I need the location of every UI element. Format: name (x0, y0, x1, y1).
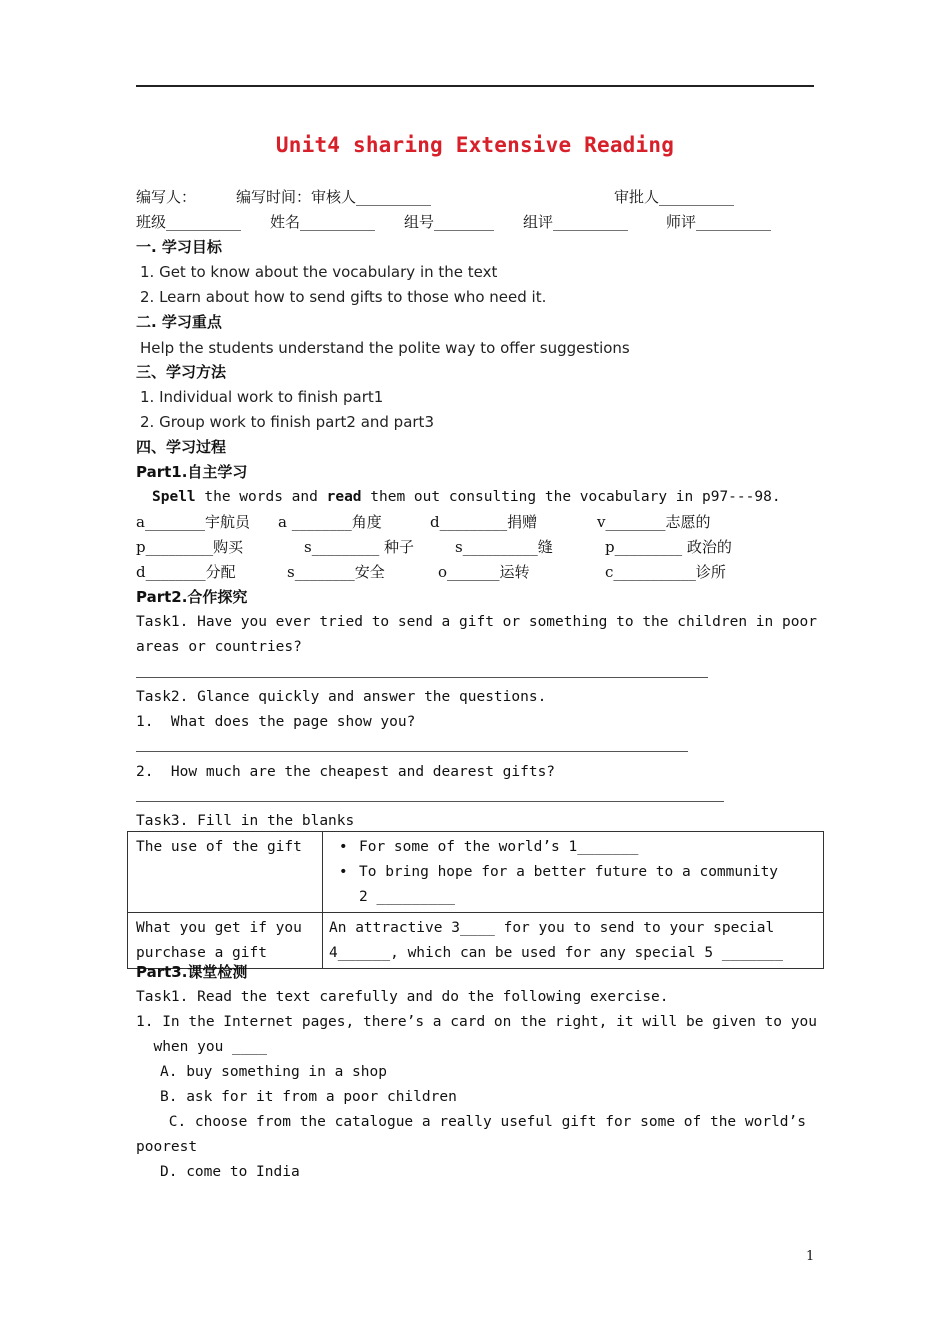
gift-use-bullet-2-line1: To bring hope for a better future to a community (359, 864, 779, 880)
time-reviewer-label: 编写时间：审核人__________ (236, 188, 432, 206)
method-item-1: 1. Individual work to finish part1 (140, 388, 384, 406)
option-a[interactable]: A. buy something in a shop (160, 1064, 387, 1080)
spell-word: Spell (152, 489, 196, 505)
vocab-item: d_________捐赠 (430, 513, 538, 531)
objective-item-1: 1. Get to know about the vocabulary in the text (140, 263, 498, 281)
spell-instruction (152, 487, 781, 507)
vocab-item: c___________诊所 (605, 563, 726, 581)
page-title: Unit4 sharing Extensive Reading (275, 133, 675, 157)
section-process-heading: 四、学习过程 (136, 438, 227, 456)
gift-use-label: The use of the gift (128, 832, 323, 913)
method-item-2: 2. Group work to finish part2 and part3 (140, 413, 434, 431)
answer-line-q2[interactable] (136, 801, 724, 802)
part3-heading: Part3.课堂检测 (136, 963, 248, 981)
gift-use-bullet-2 (331, 860, 815, 910)
vocab-item: s_________ 种子 (304, 538, 414, 556)
gift-use-bullet-2-line2: 2 _________ (359, 889, 456, 905)
option-d[interactable]: D. come to India (160, 1164, 300, 1180)
part3-task1: Task1. Read the text carefully and do the following exercise. (136, 989, 669, 1005)
vocab-item: s________安全 (287, 563, 385, 581)
option-c-line1[interactable]: C. choose from the catalogue a really useful gift for some of the world’s (160, 1114, 807, 1130)
vocab-item: p_________购买 (136, 538, 244, 556)
vocab-item: s__________缝 (455, 538, 553, 556)
part3-question-1-line1: 1. In the Internet pages, there’s a card on the right, it will be given to you (136, 1014, 817, 1030)
spell-end-text: them out consulting the vocabulary in p97---98. (361, 489, 781, 505)
part2-heading: Part2.合作探究 (136, 588, 248, 606)
part2-task1-line1: Task1. Have you ever tried to send a gift or something to the children in poor (136, 614, 817, 630)
read-word: read (326, 489, 362, 505)
approver-label: 审批人__________ (614, 188, 735, 206)
answer-line-task1[interactable] (136, 677, 708, 678)
group-label: 组号________ (404, 213, 495, 231)
part2-task2: Task2. Glance quickly and answer the questions. (136, 689, 547, 705)
purchase-cell-line2: 4______, which can be used for any special 5 _______ (329, 945, 783, 961)
part2-question-1: 1. What does the page show you? (136, 714, 416, 730)
section-method-heading: 三、学习方法 (136, 363, 227, 381)
vocab-item: v________志愿的 (597, 513, 711, 531)
table-row (128, 832, 824, 913)
page-number: 1 (806, 1249, 815, 1264)
vocab-item: o_______运转 (438, 563, 530, 581)
vocab-item: p_________ 政治的 (605, 538, 732, 556)
part2-question-2: 2. How much are the cheapest and dearest gifts? (136, 764, 556, 780)
objective-item-2: 2. Learn about how to send gifts to those who need it. (140, 288, 547, 306)
fill-blanks-table (127, 831, 824, 969)
gift-use-cell (323, 832, 824, 913)
option-c-line2: poorest (136, 1139, 198, 1155)
purchase-label-line2: purchase a gift (136, 945, 267, 961)
part2-task3: Task3. Fill in the blanks (136, 813, 355, 829)
part2-task1-line2: areas or countries? (136, 639, 302, 655)
gift-use-bullet-1: • For some of the world’s 1_______ (331, 835, 815, 860)
option-b[interactable]: B. ask for it from a poor children (160, 1089, 457, 1105)
table-row (128, 913, 824, 969)
purchase-cell (323, 913, 824, 969)
group-eval-label: 组评__________ (523, 213, 629, 231)
spell-mid-text: the words and (195, 489, 327, 505)
class-label: 班级__________ (136, 213, 242, 231)
teacher-eval-label: 师评__________ (666, 213, 772, 231)
answer-line-q1[interactable] (136, 751, 688, 752)
name-label: 姓名__________ (270, 213, 376, 231)
vocab-item: a________宇航员 (136, 513, 250, 531)
vocab-item: d________分配 (136, 563, 236, 581)
focus-text: Help the students understand the polite way to offer suggestions (140, 339, 630, 357)
purchase-cell-line1: An attractive 3____ for you to send to your special (329, 920, 775, 936)
header-rule (136, 85, 814, 87)
purchase-label (128, 913, 323, 969)
section-focus-heading: 二. 学习重点 (136, 313, 222, 331)
section-objectives-heading: 一. 学习目标 (136, 238, 222, 256)
compiler-label: 编写人： (136, 188, 197, 206)
vocab-item: a ________角度 (278, 513, 382, 531)
part1-heading: Part1.自主学习 (136, 463, 248, 481)
purchase-label-line1: What you get if you (136, 920, 302, 936)
part3-question-1-line2: when you ____ (136, 1039, 267, 1055)
